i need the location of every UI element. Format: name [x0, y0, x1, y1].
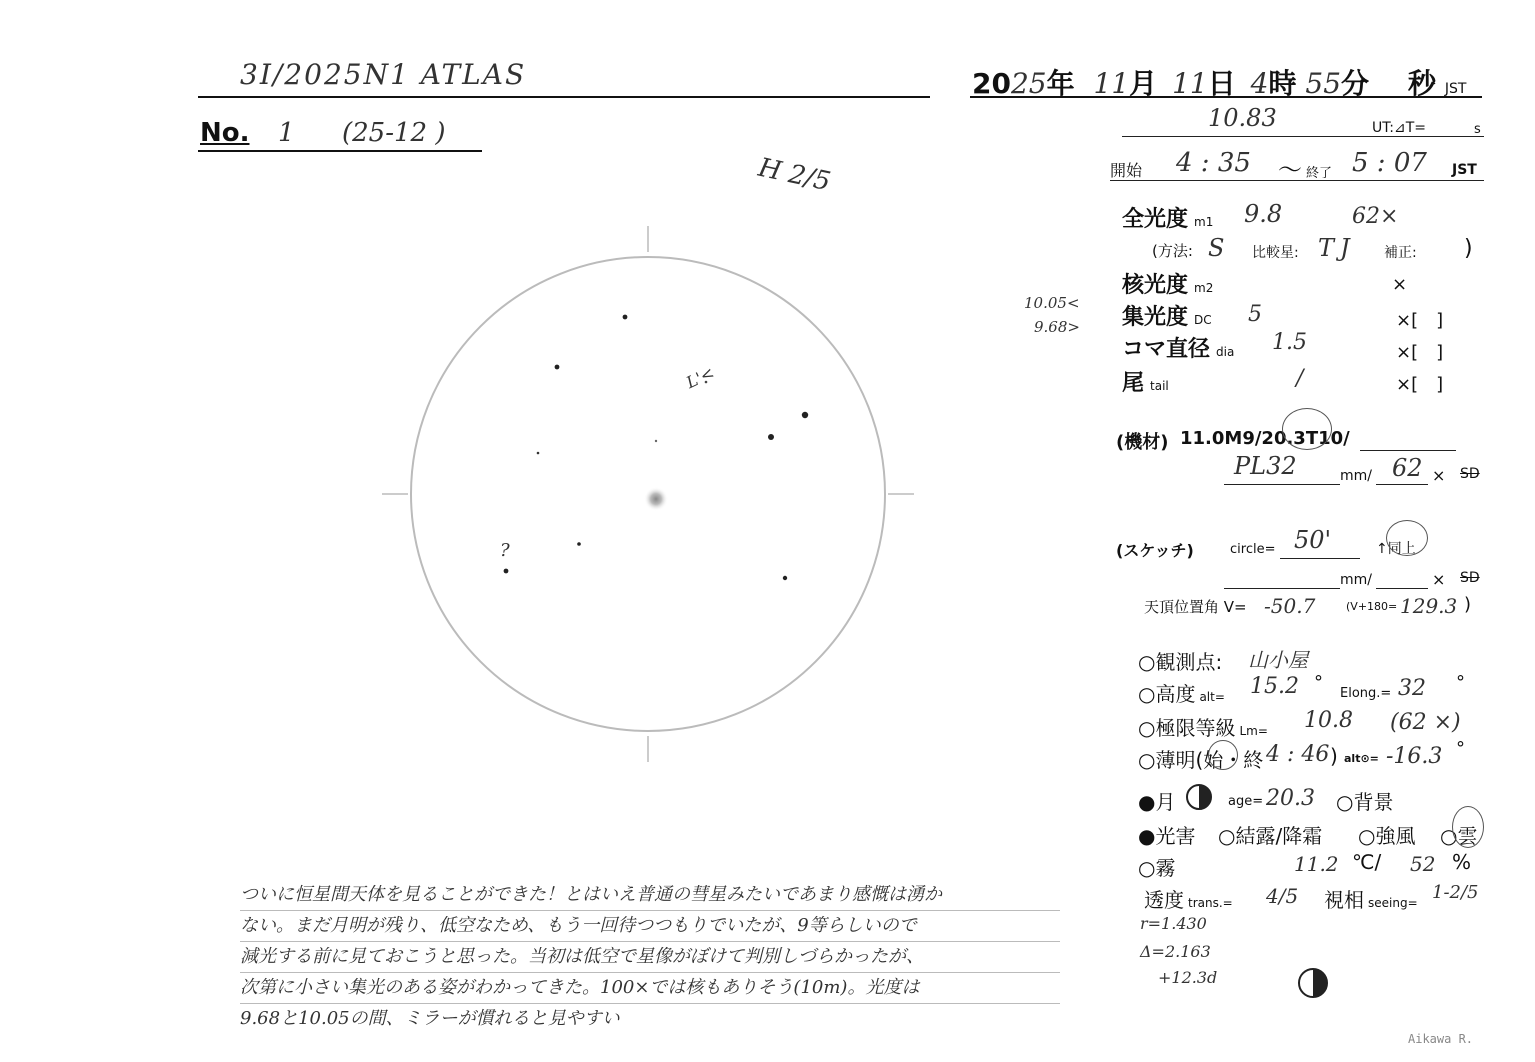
comet-coma [644, 487, 668, 511]
tz-label-1: JST [1444, 81, 1467, 97]
dc-label: 集光度 DC [1122, 305, 1212, 330]
notes-block [240, 880, 1060, 1034]
equip-mm: mm/ [1340, 468, 1372, 484]
ut-rule [1122, 136, 1484, 137]
ut-unit: s [1474, 122, 1481, 137]
no-label: No. [200, 118, 250, 148]
equip-mag-rule [1376, 484, 1428, 485]
object-name: 3I/2025N1 ATLAS [240, 58, 527, 91]
nucl-x: × [1392, 274, 1408, 295]
pa-close: ) [1464, 594, 1472, 615]
alt-deg: ° [1314, 672, 1323, 693]
label-day: 日 [1207, 67, 1236, 100]
moon-phase-sketch-icon [1296, 966, 1330, 1000]
tail-x: ×[ ] [1396, 374, 1444, 395]
margin-note-1: 10.05< [1024, 294, 1080, 312]
date-rule [970, 96, 1482, 98]
sketch-mm: mm/ [1340, 572, 1372, 588]
comp-value: TJ [1318, 234, 1356, 262]
coma-x: ×[ ] [1396, 342, 1444, 363]
label-year: 年 [1046, 67, 1075, 100]
pa-180-value: 129.3 [1400, 594, 1458, 618]
method-open: (方法: [1152, 242, 1193, 260]
age-label: age= [1228, 794, 1264, 809]
title-rule [198, 96, 930, 98]
ut-value: 10.83 [1208, 104, 1277, 132]
start-value: 4 : 35 [1176, 148, 1251, 178]
tail-value: / [1296, 366, 1304, 391]
background-label: ○背景 [1336, 790, 1394, 814]
obs-value: 山小屋 [1248, 648, 1308, 672]
star-label-right: L'< [683, 362, 718, 393]
equip-eyepiece: PL32 [1234, 452, 1297, 480]
label-hour: 時 [1268, 67, 1297, 100]
star [504, 569, 509, 574]
total-mag-mag: 62× [1352, 204, 1399, 229]
circle-label: circle= [1230, 542, 1276, 557]
date-day: 11 [1172, 67, 1208, 100]
humidity-value: 52 [1410, 852, 1436, 876]
obs-label: ○観測点: [1138, 650, 1223, 674]
tz-label-2: JST [1452, 162, 1477, 178]
tilde: 〜 [1278, 156, 1302, 184]
ut-label: UT:⊿T= [1372, 120, 1426, 136]
no-rule [198, 150, 482, 152]
twilight-label: ○薄明(始・終 [1138, 748, 1264, 772]
circle-rule [1280, 558, 1360, 559]
elong-deg: ° [1456, 672, 1465, 693]
no-code: (25-12 ) [342, 118, 446, 148]
wind-label: ○強風 [1358, 824, 1416, 848]
date-year: 25 [1010, 67, 1047, 100]
moon-phase-icon [1184, 782, 1214, 812]
lm-mag: (62 ×) [1390, 710, 1461, 735]
sketch-label: (スケッチ) [1116, 541, 1194, 560]
star [783, 576, 787, 580]
elong-label: Elong.= [1340, 686, 1392, 701]
note-line: ない。まだ月明が残り、低空なため、もう一回待つつもりでいたが、9等らしいので [240, 911, 1060, 942]
elong-value: 32 [1398, 676, 1426, 701]
same-as-above: ↑同上 [1376, 541, 1416, 557]
twilight-deg: ° [1456, 738, 1465, 759]
twilight-start-circle [1208, 740, 1238, 770]
humidity-label: ○霧 [1138, 856, 1176, 880]
note-line: 9.68と10.05の間、ミラーが慣れると見やすい [240, 1008, 620, 1029]
temp-value: 11.2 [1294, 852, 1339, 876]
sketch-ep-rule [1224, 588, 1340, 589]
note-line: 減光する前に見ておこうと思った。当初は低空で星像がぼけて判別しづらかったが、 [240, 942, 1060, 973]
twilight-alt-label: alt⊙= [1344, 752, 1379, 765]
end-value: 5 : 07 [1352, 148, 1427, 178]
light-pollution-label: ●光害 [1138, 824, 1196, 848]
date-min: 55 [1305, 67, 1342, 100]
twilight-value: 4 : 46 [1266, 742, 1330, 767]
equip-sd: SD [1460, 466, 1480, 482]
age-value: 20.3 [1266, 786, 1315, 811]
moon-label: ●月 [1138, 790, 1176, 814]
sketch-field [380, 226, 920, 766]
end-label: 終了 [1306, 166, 1333, 181]
equip-value: 11.0M9/20.3T10/ [1180, 428, 1350, 449]
same-circle-mark [1386, 520, 1428, 556]
equip-mag: 62 [1392, 454, 1423, 482]
alt-label: ○高度 alt= [1138, 682, 1225, 706]
sketch-mag-rule [1376, 588, 1428, 589]
equip-blank-rule [1360, 450, 1456, 451]
pa-label: 天頂位置角 V= [1144, 598, 1247, 616]
coma-value: 1.5 [1272, 330, 1307, 355]
total-mag-value: 9.8 [1244, 200, 1283, 228]
equip-circle-mark [1282, 408, 1332, 450]
star [577, 542, 581, 546]
star [655, 440, 657, 442]
trans-label: 透度 trans.= [1144, 888, 1233, 912]
corr-close: ) [1464, 236, 1473, 261]
tail-label: 尾tail [1122, 371, 1169, 396]
seeing-label: 視相 seeing= [1324, 888, 1418, 912]
label-sec: 秒 [1407, 67, 1436, 100]
start-label: 開始 [1110, 161, 1143, 180]
time-rule [1110, 180, 1484, 181]
nucl-label: 核光度 m2 [1122, 273, 1214, 298]
note-line: ついに恒星間天体を見ることができた！とはいえ普通の彗星みたいであまり感慨は湧か [240, 880, 1060, 911]
corr-label: 補正: [1384, 245, 1417, 261]
note-line: 次第に小さい集光のある姿がわかってきた。100×では核もありそう(10m)。光度は [240, 973, 1060, 1004]
star [768, 434, 774, 440]
date-year-prefix: 20 [972, 67, 1011, 100]
sketch-sd: SD [1460, 570, 1480, 586]
seeing-value: 1-2/5 [1432, 882, 1479, 903]
temp-unit: ℃/ [1352, 850, 1382, 874]
pa-value: -50.7 [1264, 594, 1316, 618]
dc-value: 5 [1248, 302, 1262, 327]
twilight-alt-value: -16.3 [1386, 744, 1443, 769]
label-min: 分 [1341, 67, 1370, 100]
lm-value: 10.8 [1304, 708, 1353, 733]
margin-note-2: 9.68> [1034, 318, 1080, 336]
label-month: 月 [1129, 67, 1158, 100]
star-label-left: ? [500, 540, 510, 561]
star [802, 412, 808, 418]
cloud-label: ○雲 [1440, 824, 1478, 848]
equip-x: × [1432, 466, 1446, 485]
comp-label: 比較星: [1252, 245, 1299, 261]
star [537, 452, 540, 455]
equip-label: (機材) [1116, 432, 1169, 453]
date-hour: 4 [1250, 67, 1269, 100]
dew-label: ○結露/降霜 [1218, 824, 1323, 848]
sketch-note: H 2/5 [755, 152, 834, 198]
circle-value: 50' [1294, 526, 1332, 554]
sketch-x: × [1432, 570, 1446, 589]
humidity-pct: % [1452, 850, 1472, 874]
total-mag-label: 全光度 m1 [1122, 207, 1214, 232]
dc-x: ×[ ] [1396, 310, 1444, 331]
alt-value: 15.2 [1250, 674, 1299, 699]
star [555, 365, 560, 370]
r-value: r=1.430 [1140, 914, 1207, 933]
pa-180-label: (V+180= [1346, 600, 1398, 613]
equip-eyepiece-rule [1224, 484, 1340, 485]
no-value: 1 [278, 118, 295, 148]
star [623, 315, 628, 320]
coma-label: コマ直径 dia [1122, 337, 1235, 362]
delta-value: Δ=2.163 [1140, 942, 1211, 961]
method-value: S [1208, 234, 1225, 262]
twilight-close: ) [1330, 744, 1338, 768]
date-month: 11 [1093, 67, 1130, 100]
d-value: +12.3d [1158, 968, 1218, 987]
trans-value: 4/5 [1266, 884, 1299, 908]
signature: Aikawa R. [1408, 1032, 1474, 1046]
cloud-circle-mark [1452, 806, 1484, 848]
lm-label: ○極限等級 Lm= [1138, 716, 1268, 740]
